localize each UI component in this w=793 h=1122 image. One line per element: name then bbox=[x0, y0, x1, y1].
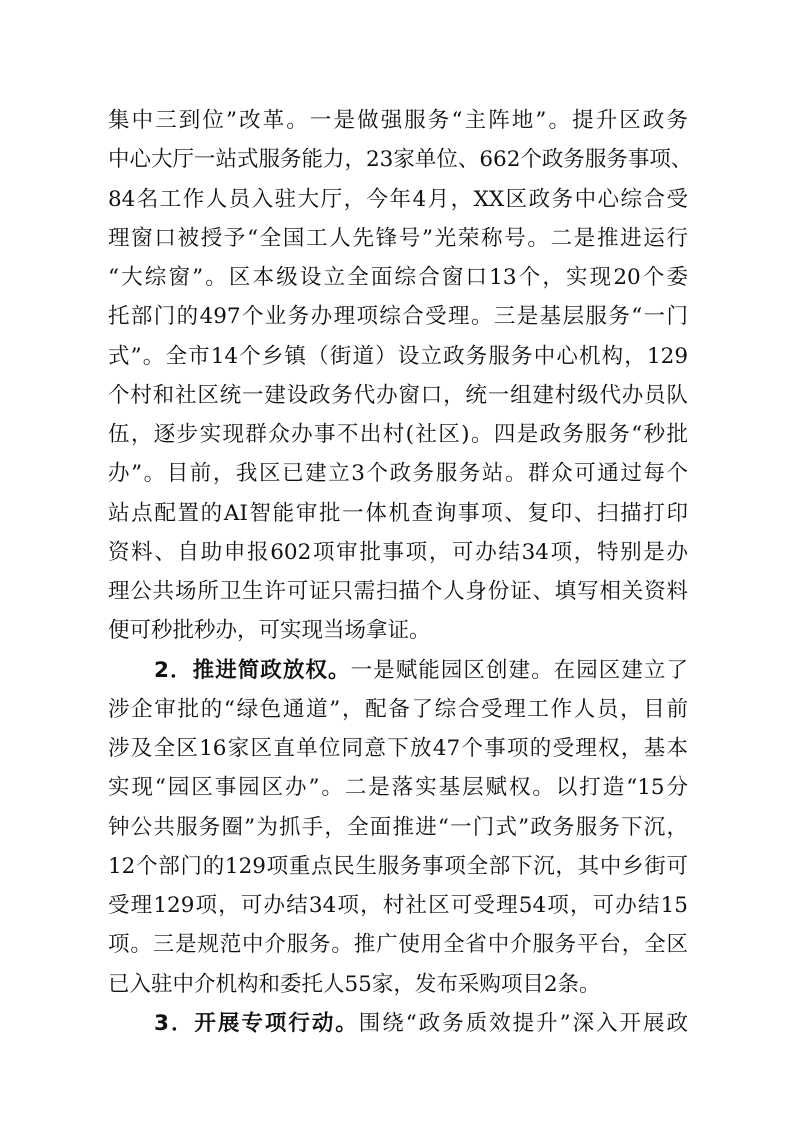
section-heading: 3．开展专项行动。 bbox=[154, 1010, 359, 1036]
text-line: 集中三到位”改革。一是做强服务“主阵地”。提升区政务 bbox=[108, 108, 688, 133]
text-run: 围绕“政务质效提升”深入开展政 bbox=[358, 1010, 689, 1036]
text-line: 便可秒批秒办，可实现当场拿证。 bbox=[108, 618, 431, 644]
text-line: 站点配置的AI智能审批一体机查询事项、复印、扫描打印 bbox=[108, 500, 688, 526]
text-line: 理窗口被授予“全国工人先锋号”光荣称号。二是推进运行 bbox=[108, 225, 688, 251]
text-line: 钟公共服务圈”为抓手，全面推进“一门式”政务服务下沉， bbox=[108, 814, 688, 840]
text-line: 已入驻中介机构和委托人55家，发布采购项目2条。 bbox=[108, 971, 601, 997]
text-line: 项。三是规范中介服务。推广使用全省中介服务平台，全区 bbox=[108, 932, 688, 958]
text-line: 理公共场所卫生许可证只需扫描个人身份证、填写相关资料 bbox=[108, 579, 688, 604]
text-line bbox=[108, 651, 688, 690]
paragraph-1 bbox=[108, 101, 693, 651]
text-line: 84名工作人员入驻大厅，今年4月，XX区政务中心综合受 bbox=[108, 186, 688, 212]
text-line: 托部门的497个业务办理项综合受理。三是基层服务“一门 bbox=[108, 304, 688, 330]
text-line: “大综窗”。区本级设立全面综合窗口13个，实现20个委 bbox=[108, 265, 688, 290]
text-line: 受理129项，可办结34项，村社区可受理54项，可办结15 bbox=[108, 893, 688, 918]
text-line: 式”。全市14个乡镇（街道）设立政务服务中心机构，129 bbox=[108, 343, 688, 369]
text-line: 个村和社区统一建设政务代办窗口，统一组建村级代办员队 bbox=[108, 382, 688, 408]
text-line: 实现“园区事园区办”。二是落实基层赋权。以打造“15分 bbox=[108, 775, 688, 801]
section-heading: 2．推进简政放权。 bbox=[154, 657, 351, 683]
text-line: 伍，逐步实现群众办事不出村(社区)。四是政务服务“秒批 bbox=[108, 422, 688, 447]
paragraph-2 bbox=[108, 651, 688, 1004]
text-line: 中心大厅一站式服务能力，23家单位、662个政务服务事项、 bbox=[108, 147, 693, 173]
text-line: 办”。目前，我区已建立3个政务服务站。群众可通过每个 bbox=[108, 461, 688, 487]
document-page bbox=[108, 101, 693, 1043]
text-run: 一是赋能园区创建。在园区建立了 bbox=[350, 657, 688, 683]
text-line: 12个部门的129项重点民生服务事项全部下沉，其中乡街可 bbox=[108, 853, 688, 879]
text-line: 涉企审批的“绿色通道”，配备了综合受理工作人员，目前 bbox=[108, 696, 688, 722]
paragraph-3 bbox=[108, 1004, 688, 1043]
text-line: 涉及全区16家区直单位同意下放47个事项的受理权，基本 bbox=[108, 736, 688, 761]
text-line: 资料、自助申报602项审批事项，可办结34项，特别是办 bbox=[108, 539, 688, 565]
text-line bbox=[108, 1004, 688, 1043]
